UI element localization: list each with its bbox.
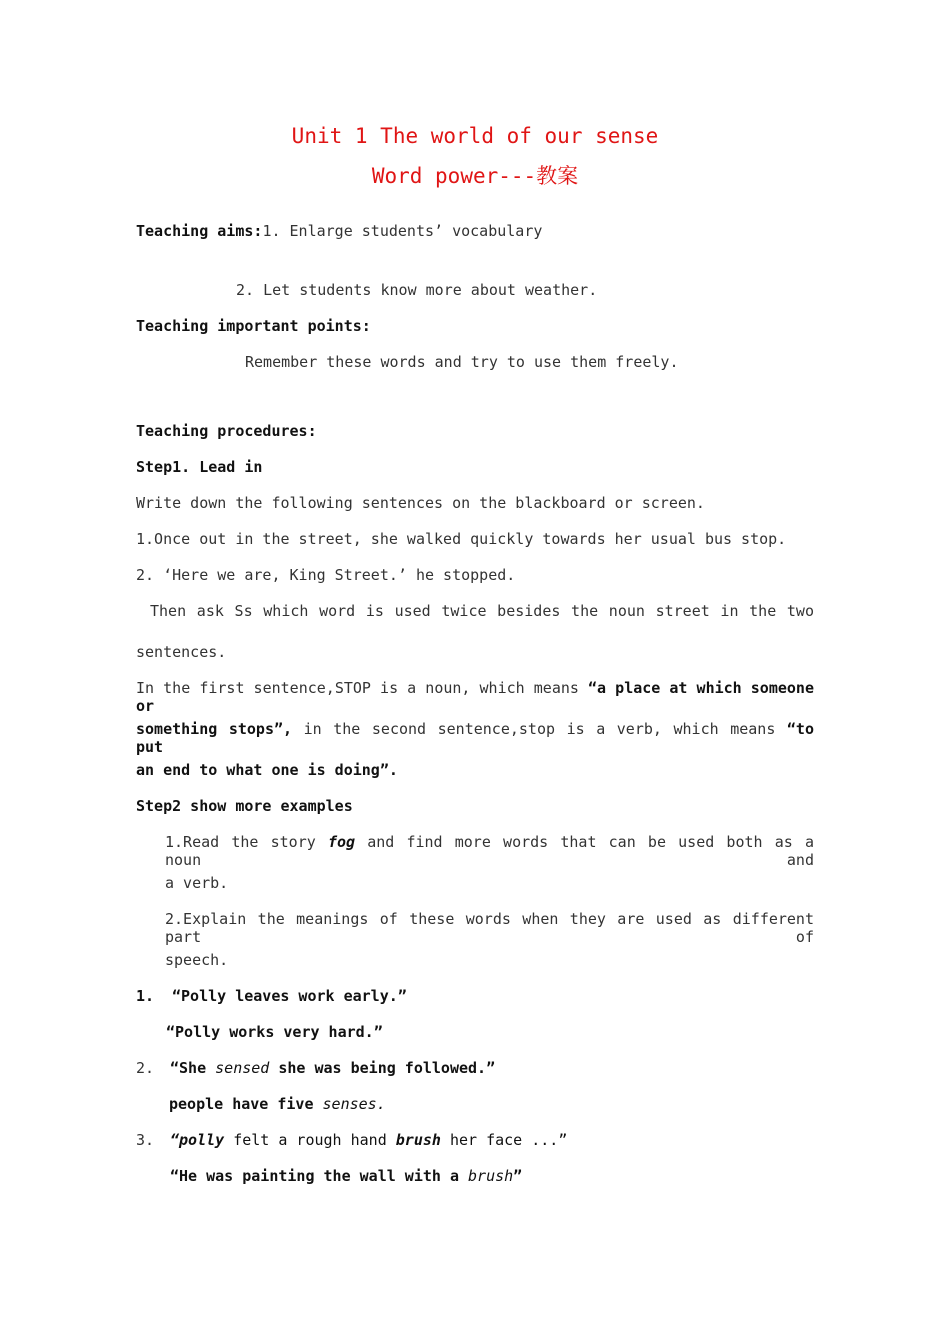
step1-then-cont: sentences.	[136, 643, 227, 661]
explain-b-plain: in the second sentence,stop is a verb, which means	[292, 720, 787, 738]
step1-heading: Step1. Lead in	[136, 458, 263, 476]
example-2-line-1	[170, 1059, 495, 1077]
aims-line	[136, 222, 542, 240]
example-3-line-2-a: “He was painting the wall with a	[170, 1167, 469, 1185]
aims-item-2: 2. Let students know more about weather.	[236, 281, 598, 299]
explain-a-bold: “a place at which someone or	[136, 679, 814, 715]
aims-label: Teaching aims:	[136, 222, 263, 240]
explain-a-plain: In the first sentence,STOP is a noun, which means	[136, 679, 589, 697]
important-label: Teaching important points:	[136, 317, 371, 335]
step2-item-1-b: and find more words that can be used both as a noun and	[165, 833, 814, 869]
step2-item-1	[165, 833, 814, 869]
example-3-brush-noun: brush	[468, 1167, 514, 1185]
step2-heading: Step2 show more examples	[136, 797, 353, 815]
document-title: Unit 1 The world of our sense	[291, 124, 659, 148]
step2-item-1-a: 1.Read the story	[165, 833, 328, 851]
aims-item-1: 1. Enlarge students’ vocabulary	[262, 222, 543, 240]
example-3-line-2-b: ”	[513, 1167, 523, 1185]
step1-explain-line-c: an end to what one is doing”.	[136, 761, 398, 779]
step2-item-2: 2.Explain the meanings of these words when they are used as different part of	[165, 910, 814, 946]
example-1-line-2: “Polly works very hard.”	[166, 1023, 383, 1041]
example-2-number: 2.	[136, 1059, 155, 1077]
example-3-polly: “polly	[170, 1131, 225, 1149]
example-2-sensed: sensed	[215, 1059, 270, 1077]
example-3-line-1-a: felt a rough hand	[224, 1131, 396, 1149]
document-subtitle: Word power---教案	[371, 164, 579, 188]
example-2-line-2	[169, 1095, 386, 1113]
step1-instruction: Write down the following sentences on the blackboard or screen.	[136, 494, 705, 512]
example-3-line-1	[170, 1131, 567, 1149]
procedures-label: Teaching procedures:	[136, 422, 317, 440]
step1-explain-line-a	[136, 679, 814, 715]
explain-b-bold: something stops”,	[136, 720, 293, 738]
explain-b-bold2: “to put	[136, 720, 814, 756]
example-1-line-1: “Polly leaves work early.”	[172, 987, 407, 1005]
example-3-number: 3.	[136, 1131, 155, 1149]
example-2-line-2-a: people have five	[169, 1095, 323, 1113]
example-2-line-1-b: she was being followed.”	[269, 1059, 496, 1077]
example-3-line-2	[170, 1167, 522, 1185]
example-2-line-1-a: “She	[170, 1059, 216, 1077]
step2-item-1-fog: fog	[327, 833, 356, 851]
step2-item-1-cont: a verb.	[165, 874, 229, 892]
example-3-line-1-b: her face ...”	[440, 1131, 568, 1149]
important-text: Remember these words and try to use them freely.	[245, 353, 679, 371]
example-1-number: 1.	[136, 987, 155, 1005]
step1-explain-line-b	[136, 720, 814, 756]
step2-item-2-cont: speech.	[165, 951, 229, 969]
step1-then-line: Then ask Ss which word is used twice besides the noun street in the two	[150, 602, 814, 620]
example-3-brush: brush	[395, 1131, 441, 1149]
step1-sentence-1: 1.Once out in the street, she walked quickly towards her usual bus stop.	[136, 530, 787, 548]
step1-sentence-2: 2. ‘Here we are, King Street.’ he stopped.	[136, 566, 516, 584]
example-2-senses: senses.	[322, 1095, 386, 1113]
